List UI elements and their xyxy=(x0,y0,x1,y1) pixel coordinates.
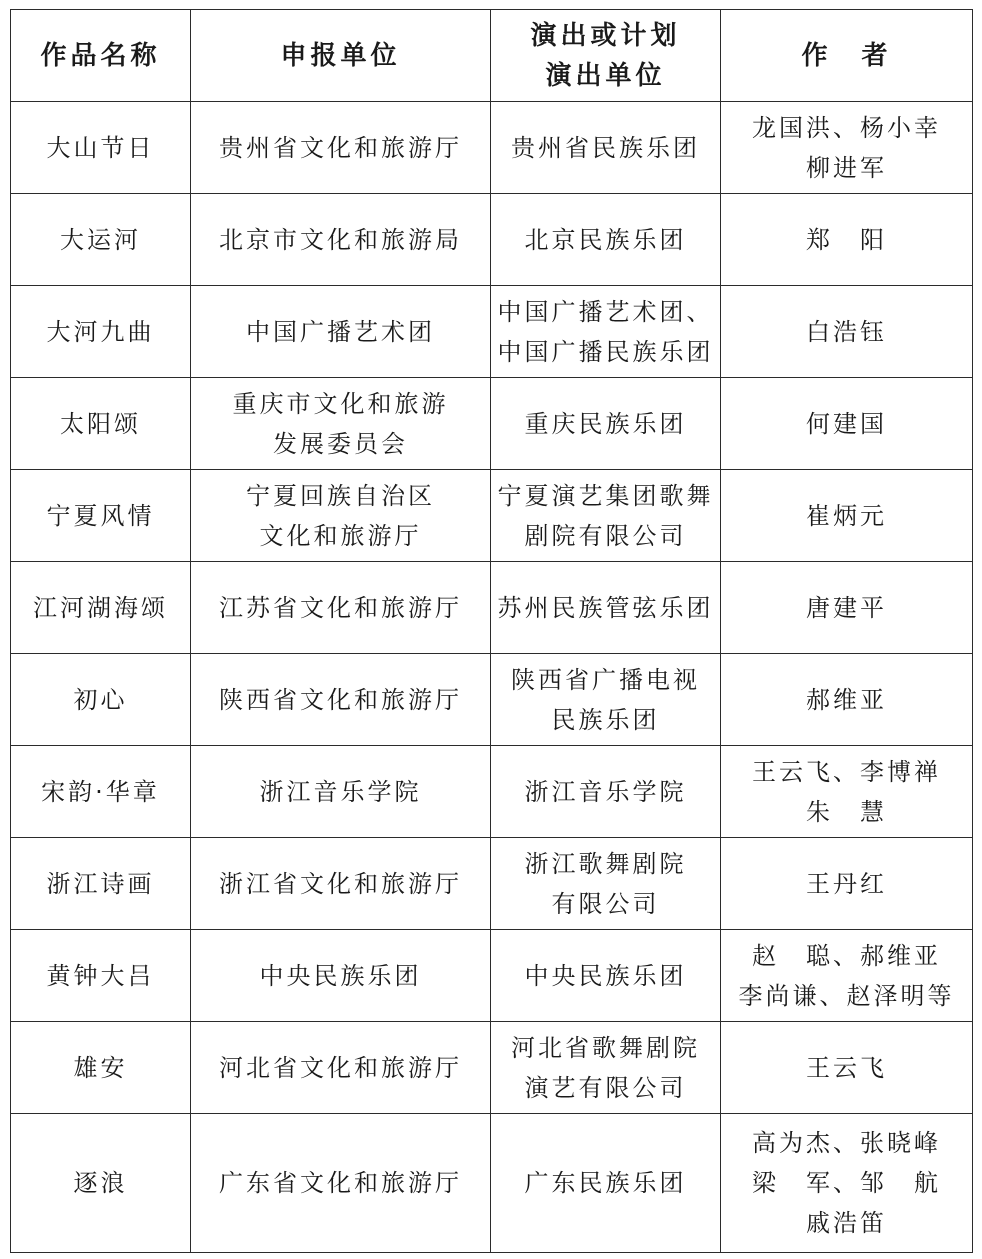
cell-text-line: 苏州民族管弦乐团 xyxy=(497,593,714,622)
header-applicant-unit: 申报单位 xyxy=(191,10,491,102)
cell-text: 江河湖海颂 xyxy=(33,593,168,622)
cell-text-line: 浙江音乐学院 xyxy=(259,777,422,806)
cell-author xyxy=(721,102,973,194)
cell-author xyxy=(721,470,973,562)
cell-performing-unit xyxy=(491,378,721,470)
cell-performing-unit xyxy=(491,102,721,194)
cell-applicant-unit xyxy=(191,562,491,654)
cell-text-line: 发展委员会 xyxy=(273,429,408,458)
cell-performing-unit xyxy=(491,470,721,562)
cell-text-line: 重庆市文化和旅游 xyxy=(232,389,449,418)
table-row xyxy=(11,838,973,930)
cell-text: 太阳颂 xyxy=(60,409,141,438)
cell-work-name xyxy=(11,194,191,286)
cell-text-line: 北京民族乐团 xyxy=(524,225,687,254)
table-header xyxy=(11,10,973,102)
cell-text-line: 贵州省文化和旅游厅 xyxy=(219,133,462,162)
cell-author xyxy=(721,1022,973,1114)
cell-text-line: 江苏省文化和旅游厅 xyxy=(219,593,462,622)
cell-text-line: 浙江音乐学院 xyxy=(524,777,687,806)
cell-author xyxy=(721,378,973,470)
table-row xyxy=(11,930,973,1022)
cell-performing-unit xyxy=(491,838,721,930)
cell-text-line: 白浩钰 xyxy=(806,317,887,346)
cell-performing-unit xyxy=(491,562,721,654)
cell-performing-unit xyxy=(491,930,721,1022)
cell-text-line: 朱 慧 xyxy=(806,797,887,826)
cell-text-line: 王丹红 xyxy=(806,869,887,898)
table-row xyxy=(11,102,973,194)
cell-text: 大河九曲 xyxy=(46,317,155,346)
cell-text-line: 宁夏演艺集团歌舞 xyxy=(497,481,714,510)
cell-text-line: 郑 阳 xyxy=(806,225,887,254)
cell-text-line: 北京市文化和旅游局 xyxy=(219,225,462,254)
cell-text-line: 广东民族乐团 xyxy=(524,1169,687,1197)
cell-text-line: 龙国洪、杨小幸 xyxy=(752,113,941,142)
table-row xyxy=(11,746,973,838)
table-row xyxy=(11,286,973,378)
cell-text-line: 王云飞 xyxy=(806,1053,887,1082)
cell-text-line: 浙江省文化和旅游厅 xyxy=(219,869,462,898)
cell-work-name xyxy=(11,1022,191,1114)
cell-text-line: 重庆民族乐团 xyxy=(524,409,687,438)
cell-applicant-unit xyxy=(191,102,491,194)
cell-text-line: 中国广播民族乐团 xyxy=(497,337,714,366)
cell-text-line: 广东省文化和旅游厅 xyxy=(219,1169,462,1197)
cell-text-line: 李尚谦、赵泽明等 xyxy=(738,981,955,1010)
cell-text-line: 中国广播艺术团 xyxy=(246,317,435,346)
cell-text-line: 中央民族乐团 xyxy=(524,961,687,990)
cell-author xyxy=(721,286,973,378)
cell-performing-unit xyxy=(491,746,721,838)
cell-text-line: 陕西省文化和旅游厅 xyxy=(219,685,462,714)
cell-text-line: 戚浩笛 xyxy=(806,1209,887,1237)
cell-applicant-unit xyxy=(191,194,491,286)
cell-text-line: 崔炳元 xyxy=(806,501,887,530)
works-table xyxy=(10,9,973,1253)
cell-text-line: 梁 军、邹 航 xyxy=(752,1169,941,1197)
cell-text: 宋韵·华章 xyxy=(41,777,160,806)
cell-applicant-unit xyxy=(191,930,491,1022)
cell-work-name xyxy=(11,1114,191,1253)
table-row xyxy=(11,378,973,470)
cell-text-line: 中国广播艺术团、 xyxy=(497,297,714,326)
cell-text-line: 高为杰、张晓峰 xyxy=(752,1129,941,1157)
cell-work-name xyxy=(11,378,191,470)
cell-applicant-unit xyxy=(191,286,491,378)
cell-work-name xyxy=(11,102,191,194)
cell-text-line: 剧院有限公司 xyxy=(524,521,687,550)
cell-text: 逐浪 xyxy=(73,1169,128,1197)
cell-author xyxy=(721,838,973,930)
cell-text-line: 演艺有限公司 xyxy=(524,1073,687,1102)
cell-author xyxy=(721,1114,973,1253)
cell-text: 雄安 xyxy=(73,1053,128,1082)
table-row xyxy=(11,1114,973,1253)
cell-text-line: 何建国 xyxy=(806,409,887,438)
table-row xyxy=(11,1022,973,1114)
cell-text-line: 中央民族乐团 xyxy=(259,961,422,990)
cell-text-line: 河北省文化和旅游厅 xyxy=(219,1053,462,1082)
cell-work-name xyxy=(11,654,191,746)
cell-text: 大山节日 xyxy=(46,133,155,162)
cell-work-name xyxy=(11,746,191,838)
cell-text-line: 民族乐团 xyxy=(551,705,660,734)
table-row xyxy=(11,562,973,654)
cell-work-name xyxy=(11,838,191,930)
cell-text-line: 王云飞、李博禅 xyxy=(752,757,941,786)
header-row xyxy=(11,10,973,102)
cell-text: 初心 xyxy=(73,685,128,714)
cell-author xyxy=(721,194,973,286)
table-row xyxy=(11,194,973,286)
header-work-name: 作品名称 xyxy=(11,10,191,102)
cell-author xyxy=(721,562,973,654)
cell-text-line: 贵州省民族乐团 xyxy=(511,133,700,162)
cell-text-line: 唐建平 xyxy=(806,593,887,622)
cell-text-line: 柳进军 xyxy=(806,153,887,182)
cell-text-line: 浙江歌舞剧院 xyxy=(524,849,687,878)
cell-applicant-unit xyxy=(191,1114,491,1253)
cell-text: 黄钟大吕 xyxy=(46,961,155,990)
cell-author xyxy=(721,746,973,838)
cell-author xyxy=(721,930,973,1022)
cell-applicant-unit xyxy=(191,378,491,470)
cell-text-line: 赵 聪、郝维亚 xyxy=(752,941,941,970)
cell-work-name xyxy=(11,286,191,378)
cell-text: 大运河 xyxy=(60,225,141,254)
cell-text-line: 陕西省广播电视 xyxy=(511,665,700,694)
cell-text-line: 有限公司 xyxy=(551,889,660,918)
cell-performing-unit xyxy=(491,1114,721,1253)
cell-text-line: 文化和旅游厅 xyxy=(259,521,422,550)
cell-applicant-unit xyxy=(191,1022,491,1114)
cell-text-line: 宁夏回族自治区 xyxy=(246,481,435,510)
cell-applicant-unit xyxy=(191,470,491,562)
cell-text-line: 河北省歌舞剧院 xyxy=(511,1033,700,1062)
table-row xyxy=(11,470,973,562)
table-body xyxy=(11,102,973,1253)
header-performing-unit: 演出或计划 演出单位 xyxy=(491,10,721,102)
cell-applicant-unit xyxy=(191,746,491,838)
cell-author xyxy=(721,654,973,746)
cell-text: 宁夏风情 xyxy=(46,501,155,530)
header-author: 作 者 xyxy=(721,10,973,102)
cell-text: 浙江诗画 xyxy=(46,869,155,898)
cell-applicant-unit xyxy=(191,838,491,930)
cell-performing-unit xyxy=(491,1022,721,1114)
cell-work-name xyxy=(11,930,191,1022)
cell-work-name xyxy=(11,562,191,654)
table-row xyxy=(11,654,973,746)
cell-text-line: 郝维亚 xyxy=(806,685,887,714)
cell-performing-unit xyxy=(491,194,721,286)
cell-applicant-unit xyxy=(191,654,491,746)
cell-work-name xyxy=(11,470,191,562)
cell-performing-unit xyxy=(491,654,721,746)
cell-performing-unit xyxy=(491,286,721,378)
